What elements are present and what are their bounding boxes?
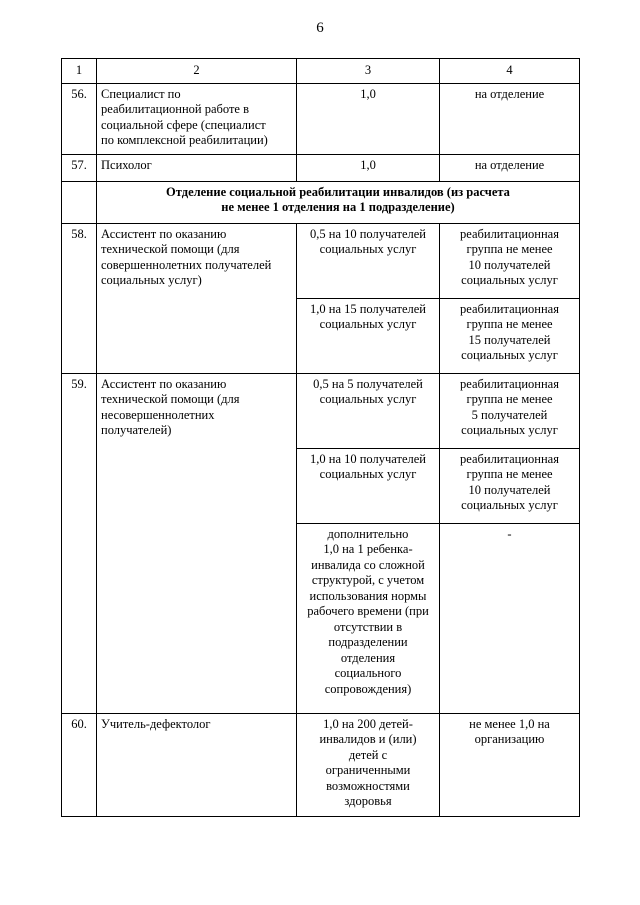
staff-norm: 1,0 на 10 получателей социальных услуг [297,448,440,523]
section-title: Отделение социальной реабилитации инвалидов (из расчета не менее 1 отделения на 1 подразделение) [97,181,580,223]
section-row [62,181,580,223]
position-name: Специалист по реабилитационной работе в социальной сфере (специалист по комплексной реабилитации) [97,83,297,154]
staff-norm: 0,5 на 10 получателей социальных услуг [297,223,440,298]
staff-norm: 1,0 [297,154,440,181]
staff-unit: на отделение [440,83,580,154]
staff-unit: не менее 1,0 на организацию [440,713,580,816]
position-name: Учитель-дефектолог [97,713,297,816]
staff-unit: реабилитационная группа не менее 10 получателей социальных услуг [440,448,580,523]
staff-norm: 1,0 на 15 получателей социальных услуг [297,298,440,373]
position-name: Ассистент по оказанию технической помощи (для несовершеннолетних получателей) [97,373,297,713]
staff-norm: 1,0 [297,83,440,154]
staff-unit: реабилитационная группа не менее 5 получателей социальных услуг [440,373,580,448]
table-row [62,373,580,448]
row-number: 56. [62,83,97,154]
table-header-row [62,59,580,84]
staff-norm: 1,0 на 200 детей- инвалидов и (или) детей с ограниченными возможностями здоровья [297,713,440,816]
staff-unit: - [440,523,580,713]
column-header: 4 [440,59,580,84]
table-row [62,223,580,298]
position-name: Ассистент по оказанию технической помощи (для совершеннолетних получателей социальных услуг) [97,223,297,373]
column-header: 1 [62,59,97,84]
staffing-table [61,58,580,817]
staff-norm: 0,5 на 5 получателей социальных услуг [297,373,440,448]
column-header: 2 [97,59,297,84]
column-header: 3 [297,59,440,84]
table-row [62,713,580,816]
staff-unit: реабилитационная группа не менее 10 получателей социальных услуг [440,223,580,298]
row-number: 60. [62,713,97,816]
row-number: 58. [62,223,97,373]
table-row [62,154,580,181]
section-empty-cell [62,181,97,223]
staff-unit: на отделение [440,154,580,181]
table-row [62,83,580,154]
row-number: 59. [62,373,97,713]
position-name: Психолог [97,154,297,181]
staff-unit: реабилитационная группа не менее 15 получателей социальных услуг [440,298,580,373]
page-number: 6 [316,20,324,36]
staff-norm: дополнительно 1,0 на 1 ребенка- инвалида со сложной структурой, с учетом использования нормы рабочего времени (при отсутствии в подразделении отделения социального сопровождения) [297,523,440,713]
row-number: 57. [62,154,97,181]
